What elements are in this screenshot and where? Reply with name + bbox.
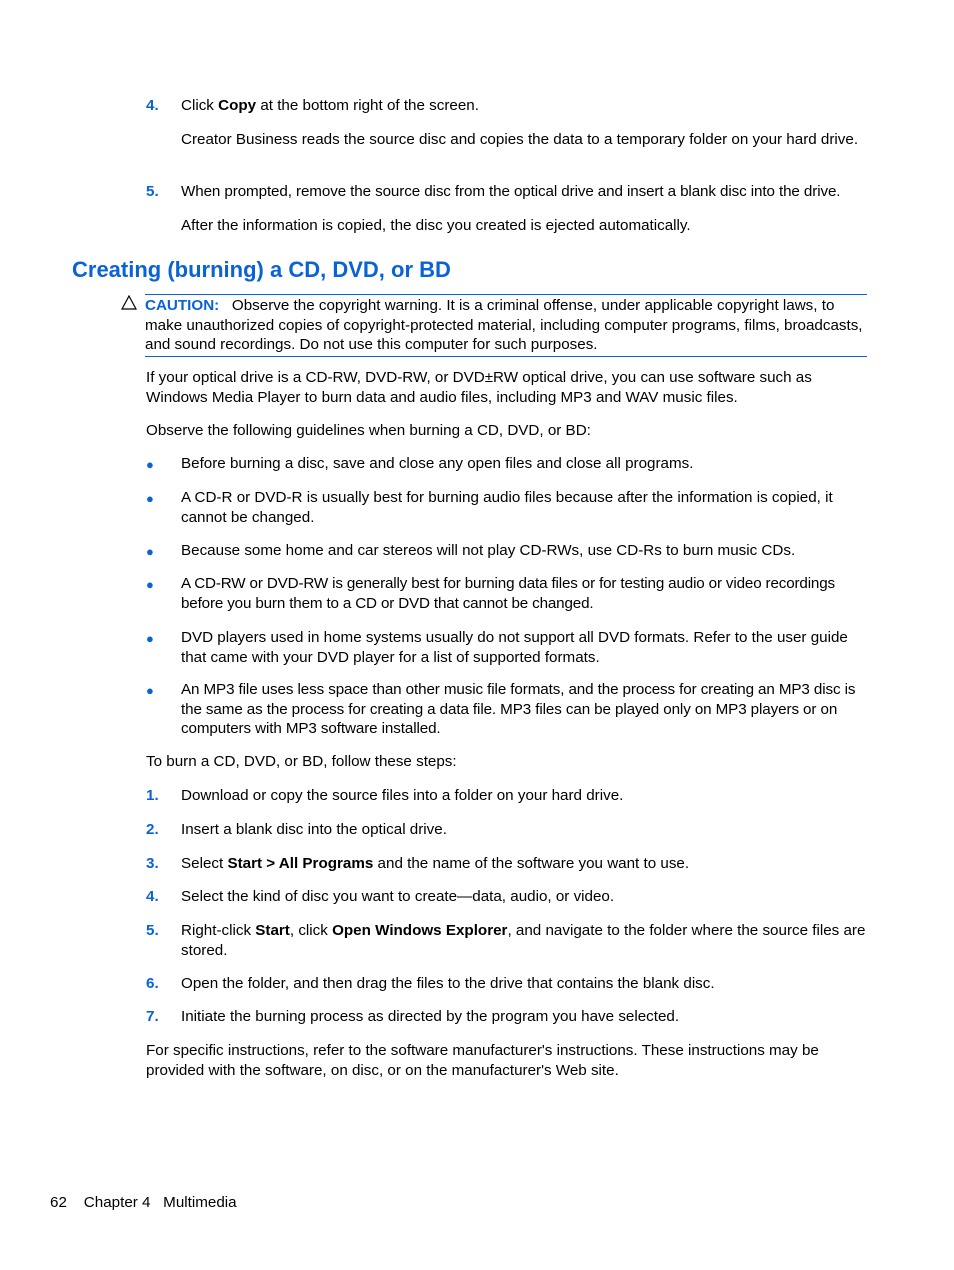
guideline-item: A CD-RW or DVD-RW is generally best for burning data files or for testing audio or video recordings before you burn them to a CD or DVD that cannot be changed. (181, 575, 835, 612)
guideline-item: An MP3 file uses less space than other music file formats, and the process for creating an MP3 disc is the same as the process for creating a data file. MP3 files can be played only on MP3 players or on computers with MP3 software installed. (181, 681, 856, 737)
step-text: Select the kind of disc you want to create—data, audio, or video. (181, 888, 615, 905)
step-number: 3. (146, 855, 159, 872)
bullet-icon: ● (146, 631, 154, 646)
guideline-item: DVD players used in home systems usually do not support all DVD formats. Refer to the user guide that came with your DVD player for a list of supported formats. (181, 629, 848, 666)
intro-paragraph: If your optical drive is a CD-RW, DVD-RW, or DVD±RW optical drive, you can use software such as Windows Media Player to burn data and audio files, including MP3 and WAV music files. (146, 369, 812, 406)
caution-box (145, 294, 867, 357)
step-number: 4. (146, 888, 159, 905)
step-number: 2. (146, 821, 159, 838)
step-number: 7. (146, 1008, 159, 1025)
step-text: Download or copy the source files into a folder on your hard drive. (181, 787, 624, 804)
footer-title: Multimedia (163, 1194, 237, 1211)
step-text: Open the folder, and then drag the files to the drive that contains the blank disc. (181, 975, 715, 992)
bullet-icon: ● (146, 457, 154, 472)
bullet-icon: ● (146, 544, 154, 559)
footer-chapter: Chapter 4 (83, 1194, 151, 1211)
steps-intro: To burn a CD, DVD, or BD, follow these steps: (146, 753, 457, 770)
section-heading: Creating (burning) a CD, DVD, or BD (72, 257, 451, 282)
step-number: 4. (146, 97, 159, 114)
step-number: 1. (146, 787, 159, 804)
step-text: Click Copy at the bottom right of the screen. (181, 97, 479, 114)
step-note: After the information is copied, the disc you created is ejected automatically. (181, 217, 691, 234)
caution-text: Observe the copyright warning. It is a criminal offense, under applicable copyright laws, to make unauthorized copies of copyright-protected material, including computer programs, films, broadcasts, and sound recordings. Do not use this computer for such purposes. (145, 297, 863, 353)
step-text: Right-click Start, click Open Windows Explorer, and navigate to the folder where the source files are stored. (181, 922, 866, 959)
step-text: Insert a blank disc into the optical drive. (181, 821, 447, 838)
caution-label: CAUTION: (145, 297, 220, 314)
step-text: Initiate the burning process as directed by the program you have selected. (181, 1008, 680, 1025)
step-number: 5. (146, 922, 159, 939)
page-number: 62 (50, 1194, 67, 1211)
step-text: Select Start > All Programs and the name of the software you want to use. (181, 855, 690, 872)
step-number: 6. (146, 975, 159, 992)
guideline-item: A CD-R or DVD-R is usually best for burning audio files because after the information is copied, it cannot be changed. (181, 489, 833, 526)
step-text: When prompted, remove the source disc from the optical drive and insert a blank disc into the drive. (181, 183, 841, 200)
step-number: 5. (146, 183, 159, 200)
bullet-icon: ● (146, 683, 154, 698)
bullet-icon: ● (146, 577, 154, 592)
guideline-item: Before burning a disc, save and close any open files and close all programs. (181, 455, 694, 472)
guidelines-intro: Observe the following guidelines when burning a CD, DVD, or BD: (146, 422, 591, 439)
step-note: Creator Business reads the source disc and copies the data to a temporary folder on your hard drive. (181, 131, 859, 148)
page-footer (50, 1193, 237, 1213)
bullet-icon: ● (146, 491, 154, 506)
closing-paragraph: For specific instructions, refer to the software manufacturer's instructions. These instructions may be provided with the software, on disc, or on the manufacturer's Web site. (146, 1042, 819, 1079)
guideline-item: Because some home and car stereos will not play CD-RWs, use CD-Rs to burn music CDs. (181, 542, 796, 559)
caution-icon (121, 295, 137, 316)
